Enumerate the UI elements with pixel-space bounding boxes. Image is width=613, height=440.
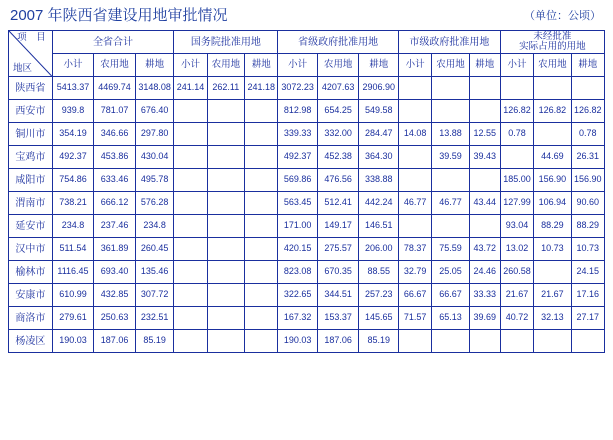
table-cell: 126.82 [571,100,604,123]
table-cell [500,146,533,169]
table-cell: 338.88 [359,169,399,192]
table-cell: 187.06 [317,330,359,353]
table-cell: 241.18 [245,77,278,100]
table-cell: 332.00 [317,123,359,146]
table-cell: 14.08 [398,123,431,146]
subheader-unapproved-subtotal: 小计 [500,54,533,77]
table-cell [245,307,278,330]
table-cell: 171.00 [278,215,318,238]
table-cell [207,169,244,192]
table-cell [432,77,469,100]
table-cell: 512.41 [317,192,359,215]
corner-cell [9,31,53,77]
subheader-provincial-subtotal: 小计 [278,54,318,77]
table-cell: 85.19 [135,330,174,353]
table-cell: 654.25 [317,100,359,123]
group-header-unapproved-line2: 实际占用的用地 [519,41,586,52]
table-cell [245,238,278,261]
table-row [9,238,605,261]
unit-label: （单位：公顷） [524,10,601,22]
group-header-total: 全省合计 [52,31,174,54]
table-cell: 33.33 [469,284,500,307]
table-row [9,215,605,238]
table-cell: 670.35 [317,261,359,284]
table-cell: 781.07 [94,100,136,123]
table-cell: 346.66 [94,123,136,146]
table-cell: 576.28 [135,192,174,215]
group-header-unapproved-line1: 未经批准 [533,30,572,42]
table-cell: 24.46 [469,261,500,284]
table-cell [207,123,244,146]
table-cell [534,77,571,100]
table-cell [534,123,571,146]
table-cell: 78.37 [398,238,431,261]
table-cell: 24.15 [571,261,604,284]
table-row [9,100,605,123]
table-cell [174,192,207,215]
table-cell: 90.60 [571,192,604,215]
group-header-state-council: 国务院批准用地 [174,31,278,54]
table-cell [534,330,571,353]
table-cell: 453.86 [94,146,136,169]
table-cell [245,123,278,146]
row-region-label: 榆林市 [9,261,53,284]
table-cell: 5413.37 [52,77,94,100]
table-cell [571,330,604,353]
table-cell: 260.45 [135,238,174,261]
table-cell: 32.13 [534,307,571,330]
table-cell [398,215,431,238]
table-cell [469,215,500,238]
table-cell [245,169,278,192]
table-cell [207,238,244,261]
subheader-unapproved-cultivated: 耕地 [571,54,604,77]
table-cell: 610.99 [52,284,94,307]
table-cell: 93.04 [500,215,533,238]
table-cell [207,284,244,307]
table-cell: 297.80 [135,123,174,146]
table-cell [432,100,469,123]
table-cell: 13.88 [432,123,469,146]
table-cell: 452.38 [317,146,359,169]
subheader-council-cultivated: 耕地 [245,54,278,77]
table-cell [469,169,500,192]
table-cell [500,330,533,353]
table-cell: 126.82 [500,100,533,123]
table-cell: 0.78 [571,123,604,146]
table-cell: 187.06 [94,330,136,353]
table-cell: 10.73 [571,238,604,261]
row-region-label: 宝鸡市 [9,146,53,169]
table-cell: 149.17 [317,215,359,238]
table-cell: 190.03 [278,330,318,353]
table-cell: 46.77 [398,192,431,215]
table-cell [245,100,278,123]
table-cell: 1116.45 [52,261,94,284]
row-region-label: 西安市 [9,100,53,123]
table-cell: 339.33 [278,123,318,146]
table-row [9,261,605,284]
table-cell: 88.29 [571,215,604,238]
table-cell [207,330,244,353]
table-cell [571,77,604,100]
table-cell: 738.21 [52,192,94,215]
table-cell: 206.00 [359,238,399,261]
table-cell: 85.19 [359,330,399,353]
table-row [9,169,605,192]
table-cell [174,330,207,353]
table-cell: 0.78 [500,123,533,146]
table-cell: 3148.08 [135,77,174,100]
table-cell: 75.59 [432,238,469,261]
table-cell: 4469.74 [94,77,136,100]
table-cell [207,100,244,123]
table-header-groups [9,31,605,54]
group-header-provincial: 省级政府批准用地 [278,31,399,54]
table-cell: 430.04 [135,146,174,169]
table-cell: 32.79 [398,261,431,284]
table-cell [469,77,500,100]
table-row [9,307,605,330]
table-cell: 3072.23 [278,77,318,100]
table-cell [398,146,431,169]
table-cell: 21.67 [534,284,571,307]
table-cell: 145.65 [359,307,399,330]
table-cell [432,169,469,192]
table-cell: 234.8 [52,215,94,238]
table-cell: 21.67 [500,284,533,307]
table-cell: 156.90 [571,169,604,192]
table-cell: 569.86 [278,169,318,192]
table-cell: 420.15 [278,238,318,261]
table-cell: 344.51 [317,284,359,307]
table-cell [245,215,278,238]
table-cell: 237.46 [94,215,136,238]
subheader-municipal-subtotal: 小计 [398,54,431,77]
table-cell: 364.30 [359,146,399,169]
table-cell [469,100,500,123]
table-cell: 25.05 [432,261,469,284]
table-header-subs [9,54,605,77]
table-cell: 10.73 [534,238,571,261]
table-cell [398,100,431,123]
table-cell: 167.32 [278,307,318,330]
table-cell: 27.17 [571,307,604,330]
table-cell: 260.58 [500,261,533,284]
table-cell [398,77,431,100]
table-cell: 307.72 [135,284,174,307]
table-cell: 26.31 [571,146,604,169]
table-cell: 190.03 [52,330,94,353]
table-cell: 432.85 [94,284,136,307]
table-row [9,146,605,169]
table-cell [207,215,244,238]
table-row [9,284,605,307]
corner-bottom-label: 地区 [13,62,33,74]
table-cell: 71.57 [398,307,431,330]
table-cell: 13.02 [500,238,533,261]
table-cell [207,261,244,284]
table-cell: 185.00 [500,169,533,192]
subheader-total-cultivated: 耕地 [135,54,174,77]
table-cell: 823.08 [278,261,318,284]
table-cell [174,284,207,307]
table-cell: 476.56 [317,169,359,192]
table-cell [245,330,278,353]
table-cell: 4207.63 [317,77,359,100]
row-region-label: 商洛市 [9,307,53,330]
group-header-municipal: 市级政府批准用地 [398,31,500,54]
table-cell: 234.8 [135,215,174,238]
table-cell [245,192,278,215]
table-cell [534,261,571,284]
table-cell [469,330,500,353]
table-cell: 563.45 [278,192,318,215]
table-cell: 666.12 [94,192,136,215]
table-cell: 262.11 [207,77,244,100]
table-cell: 43.44 [469,192,500,215]
group-header-unapproved [500,31,604,54]
table-row [9,192,605,215]
table-cell: 39.59 [432,146,469,169]
data-table [8,30,605,353]
corner-top-label: 项 目 [17,32,46,43]
table-cell: 153.37 [317,307,359,330]
row-region-label: 陕西省 [9,77,53,100]
table-cell [207,307,244,330]
table-cell [174,307,207,330]
table-cell [174,123,207,146]
row-region-label: 杨凌区 [9,330,53,353]
table-cell [245,261,278,284]
table-cell: 250.63 [94,307,136,330]
table-cell: 284.47 [359,123,399,146]
subheader-total-farmland: 农用地 [94,54,136,77]
table-cell: 127.99 [500,192,533,215]
table-row [9,77,605,100]
table-cell: 43.72 [469,238,500,261]
table-cell: 40.72 [500,307,533,330]
table-cell [432,330,469,353]
table-cell: 126.82 [534,100,571,123]
table-cell: 39.69 [469,307,500,330]
table-cell [245,146,278,169]
table-cell [174,146,207,169]
table-cell: 135.46 [135,261,174,284]
table-cell: 354.19 [52,123,94,146]
table-cell [174,215,207,238]
subheader-municipal-cultivated: 耕地 [469,54,500,77]
table-cell: 2906.90 [359,77,399,100]
page-title: 2007 年陕西省建设用地审批情况 [10,7,228,24]
table-cell: 442.24 [359,192,399,215]
table-cell: 361.89 [94,238,136,261]
table-cell [174,261,207,284]
table-cell: 65.13 [432,307,469,330]
table-cell: 257.23 [359,284,399,307]
table-cell: 39.43 [469,146,500,169]
subheader-municipal-farmland: 农用地 [432,54,469,77]
table-cell [174,238,207,261]
table-cell: 46.77 [432,192,469,215]
table-cell: 241.14 [174,77,207,100]
table-row [9,123,605,146]
row-region-label: 延安市 [9,215,53,238]
row-region-label: 渭南市 [9,192,53,215]
table-cell: 812.98 [278,100,318,123]
table-cell: 88.29 [534,215,571,238]
table-cell: 275.57 [317,238,359,261]
row-region-label: 安康市 [9,284,53,307]
table-cell [245,284,278,307]
table-cell: 754.86 [52,169,94,192]
table-cell: 693.40 [94,261,136,284]
table-cell: 495.78 [135,169,174,192]
table-cell [207,146,244,169]
subheader-total-subtotal: 小计 [52,54,94,77]
table-cell [432,215,469,238]
subheader-council-farmland: 农用地 [207,54,244,77]
table-cell [398,169,431,192]
table-row [9,330,605,353]
table-cell [174,169,207,192]
table-cell [207,192,244,215]
subheader-unapproved-farmland: 农用地 [534,54,571,77]
subheader-provincial-cultivated: 耕地 [359,54,399,77]
table-cell: 492.37 [278,146,318,169]
table-cell [174,100,207,123]
table-cell: 66.67 [398,284,431,307]
table-cell: 232.51 [135,307,174,330]
table-cell [500,77,533,100]
table-cell: 633.46 [94,169,136,192]
table-cell: 146.51 [359,215,399,238]
title-row [0,0,613,30]
table-cell: 322.65 [278,284,318,307]
table-cell: 12.55 [469,123,500,146]
row-region-label: 咸阳市 [9,169,53,192]
table-cell: 106.94 [534,192,571,215]
table-cell: 44.69 [534,146,571,169]
table-cell: 676.40 [135,100,174,123]
table-body [9,77,605,353]
subheader-council-subtotal: 小计 [174,54,207,77]
subheader-provincial-farmland: 农用地 [317,54,359,77]
table-cell: 279.61 [52,307,94,330]
row-region-label: 铜川市 [9,123,53,146]
table-cell: 939.8 [52,100,94,123]
table-cell: 492.37 [52,146,94,169]
table-cell: 66.67 [432,284,469,307]
table-cell: 156.90 [534,169,571,192]
table-cell: 511.54 [52,238,94,261]
row-region-label: 汉中市 [9,238,53,261]
table-cell: 549.58 [359,100,399,123]
table-cell: 17.16 [571,284,604,307]
table-cell: 88.55 [359,261,399,284]
table-cell [398,330,431,353]
